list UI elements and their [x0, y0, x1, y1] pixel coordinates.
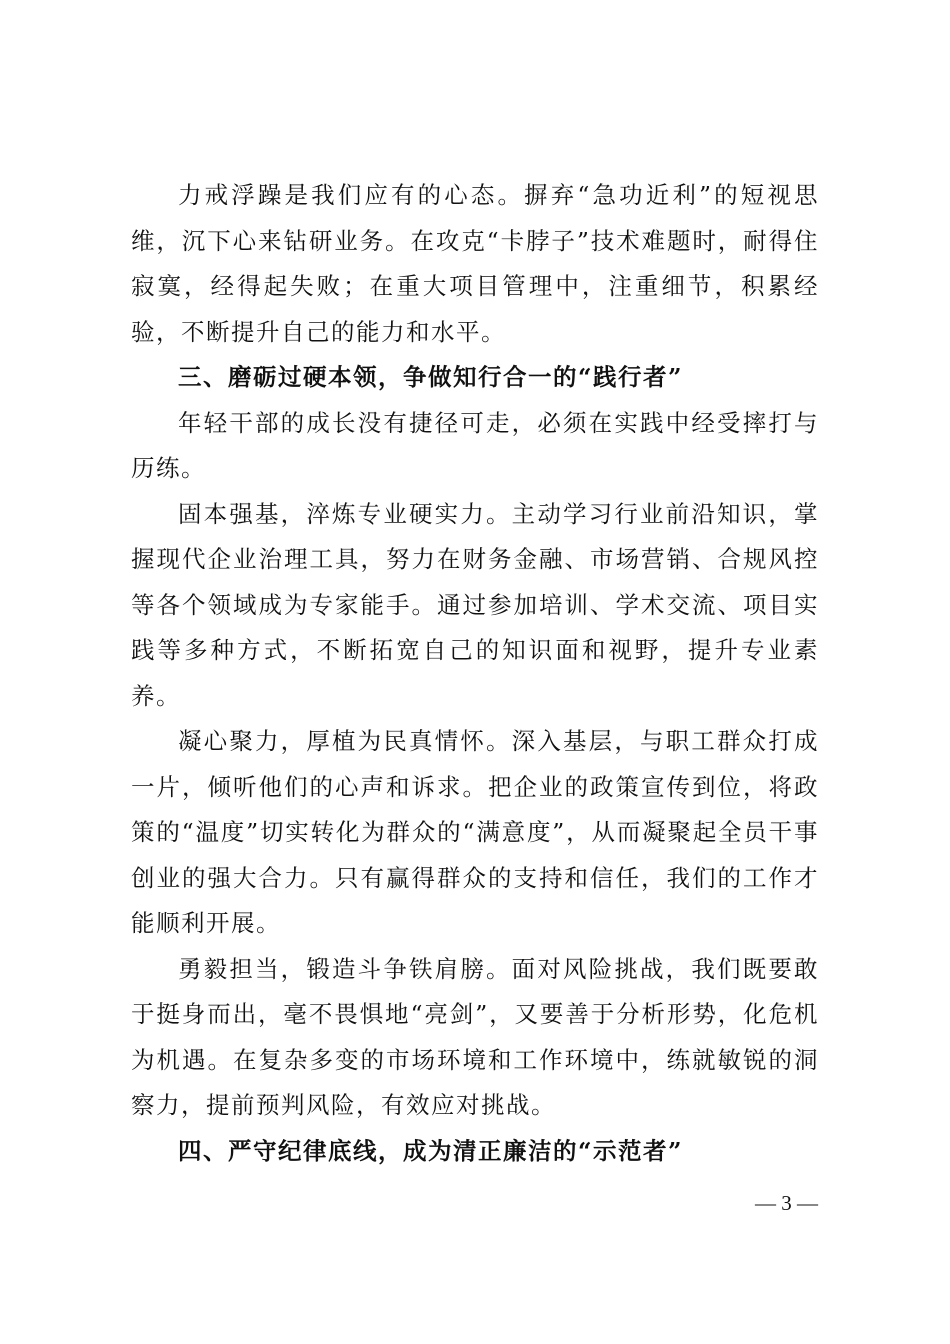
body-paragraph: 固本强基，淬炼专业硬实力。主动学习行业前沿知识，掌握现代企业治理工具，努力在财务金融、市场营销、合规风控等各个领域成为专家能手。通过参加培训、学术交流、项目实践等多种方式，不断拓宽自己的知识面和视野，提升专业素养。	[131, 499, 819, 710]
page-number: — 3 —	[755, 1191, 818, 1215]
body-paragraph: 力戒浮躁是我们应有的心态。摒弃“急功近利”的短视思维，沉下心来钻研业务。在攻克“卡脖子”技术难题时，耐得住寂寞，经得起失败；在重大项目管理中，注重细节，积累经验，不断提升自己的能力和水平。	[131, 181, 819, 346]
body-paragraph: 凝心聚力，厚植为民真情怀。深入基层，与职工群众打成一片，倾听他们的心声和诉求。把企业的政策宣传到位，将政策的“温度”切实转化为群众的“满意度”，从而凝聚起全员干事创业的强大合力。只有赢得群众的支持和信任，我们的工作才能顺利开展。	[131, 727, 819, 937]
body-paragraph: 勇毅担当，锻造斗争铁肩膀。面对风险挑战，我们既要敢于挺身而出，毫不畏惧地“亮剑”，又要善于分析形势，化危机为机遇。在复杂多变的市场环境和工作环境中，练就敏锐的洞察力，提前预判风险，有效应对挑战。	[131, 954, 819, 1119]
document-body	[131, 173, 819, 1174]
body-paragraph: 年轻干部的成长没有捷径可走，必须在实践中经受摔打与历练。	[131, 408, 819, 482]
section-heading: 三、磨砺过硬本领，争做知行合一的“践行者”	[178, 363, 684, 391]
section-heading: 四、严守纪律底线，成为清正廉洁的“示范者”	[178, 1136, 684, 1165]
